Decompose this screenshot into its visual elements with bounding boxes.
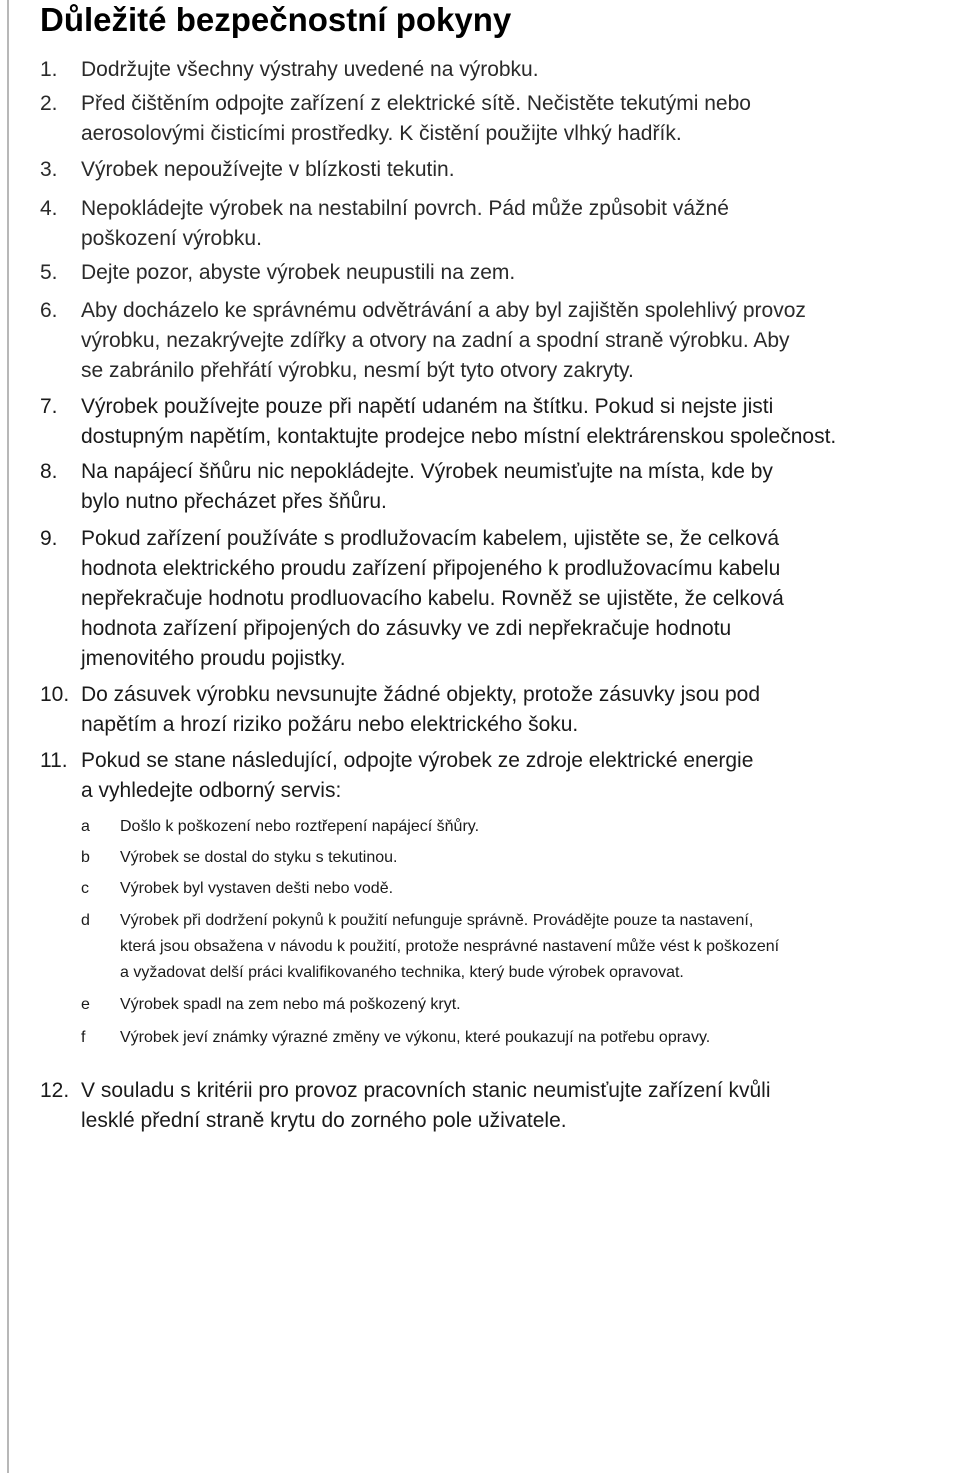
list-item-text: Pokud zařízení používáte s prodlužovacím kabelem, ujistěte se, že celková hodnota elektrického proudu zařízení připojeného k prodlužovacímu kabelu nepřekračuje hodnotu prodluovacího kabelu. Rovněž se ujistěte, že celková hodnota zařízení připojených do zásuvky ve zdi nepřekračuje hodnotu jmenovitého proudu pojistky. bbox=[81, 527, 784, 670]
list-item-number: 5. bbox=[40, 261, 58, 284]
list-item-text: Dejte pozor, abyste výrobek neupustili na zem. bbox=[81, 261, 516, 284]
sub-item-letter: d bbox=[81, 912, 90, 929]
list-item-number: 11. bbox=[40, 749, 68, 772]
list-item-text: V souladu s kritérii pro provoz pracovních stanic neumisťujte zařízení kvůli lesklé přední straně krytu do zorného pole uživatele. bbox=[81, 1079, 771, 1132]
sub-item-letter: b bbox=[81, 849, 90, 866]
sub-item-letter: c bbox=[81, 880, 89, 897]
list-item-text: Výrobek používejte pouze při napětí udaném na štítku. Pokud si nejste jisti dostupným napětím, kontaktujte prodejce nebo místní elektrárenskou společnost. bbox=[81, 395, 837, 448]
list-item-text: Na napájecí šňůru nic nepokládejte. Výrobek neumisťujte na místa, kde by bylo nutno přecházet přes šňůru. bbox=[81, 460, 773, 513]
list-item-text: Výrobek nepoužívejte v blízkosti tekutin. bbox=[81, 158, 455, 181]
sub-item-letter: a bbox=[81, 818, 90, 835]
sub-item-text: Výrobek při dodržení pokynů k použití nefunguje správně. Provádějte pouze ta nastavení, která jsou obsažena v návodu k použití, protože nesprávné nastavení může vést k poškození a vyžadovat delší práci kvalifikovaného technika, který bude výrobek opravovat. bbox=[120, 912, 780, 981]
list-item-text: Do zásuvek výrobku nevsunujte žádné objekty, protože zásuvky jsou pod napětím a hrozí riziko požáru nebo elektrického šoku. bbox=[81, 683, 760, 736]
list-item-number: 8. bbox=[40, 460, 58, 483]
list-item-text: Nepokládejte výrobek na nestabilní povrch. Pád může způsobit vážné poškození výrobku. bbox=[81, 197, 729, 250]
sub-item-text: Výrobek se dostal do styku s tekutinou. bbox=[120, 849, 398, 866]
sub-item-letter: e bbox=[81, 996, 90, 1013]
list-item-text: Před čištěním odpojte zařízení z elektrické sítě. Nečistěte tekutými nebo aerosolovými čisticími prostředky. K čistění použijte vlhký hadřík. bbox=[81, 92, 751, 145]
sub-item-letter: f bbox=[81, 1029, 86, 1046]
sub-item-text: Výrobek byl vystaven dešti nebo vodě. bbox=[120, 880, 394, 897]
list-item-number: 2. bbox=[40, 92, 58, 115]
list-item-number: 4. bbox=[40, 197, 58, 220]
left-margin-rule bbox=[7, 0, 9, 1473]
list-item-text: Aby docházelo ke správnému odvětrávání a aby byl zajištěn spolehlivý provoz výrobku, nezakrývejte zdířky a otvory na zadní a spodní straně výrobku. Aby se zabránilo přehřátí výrobku, nesmí být tyto otvory zakryty. bbox=[81, 299, 806, 382]
list-item-text: Pokud se stane následující, odpojte výrobek ze zdroje elektrické energie a vyhledejte odborný servis: bbox=[81, 749, 754, 802]
list-item-number: 6. bbox=[40, 299, 58, 322]
list-item-text: Dodržujte všechny výstrahy uvedené na výrobku. bbox=[81, 58, 539, 81]
list-item-number: 1. bbox=[40, 58, 58, 81]
list-item-number: 7. bbox=[40, 395, 58, 418]
page-title: Důležité bezpečnostní pokyny bbox=[40, 1, 512, 38]
sub-item-text: Došlo k poškození nebo roztřepení napájecí šňůry. bbox=[120, 818, 480, 835]
list-item-number: 12. bbox=[40, 1079, 70, 1102]
list-item-number: 9. bbox=[40, 527, 58, 550]
sub-item-text: Výrobek jeví známky výrazné změny ve výkonu, které poukazují na potřebu opravy. bbox=[120, 1029, 711, 1046]
list-item-number: 10. bbox=[40, 683, 70, 706]
sub-item-text: Výrobek spadl na zem nebo má poškozený kryt. bbox=[120, 996, 461, 1013]
list-item-number: 3. bbox=[40, 158, 58, 181]
